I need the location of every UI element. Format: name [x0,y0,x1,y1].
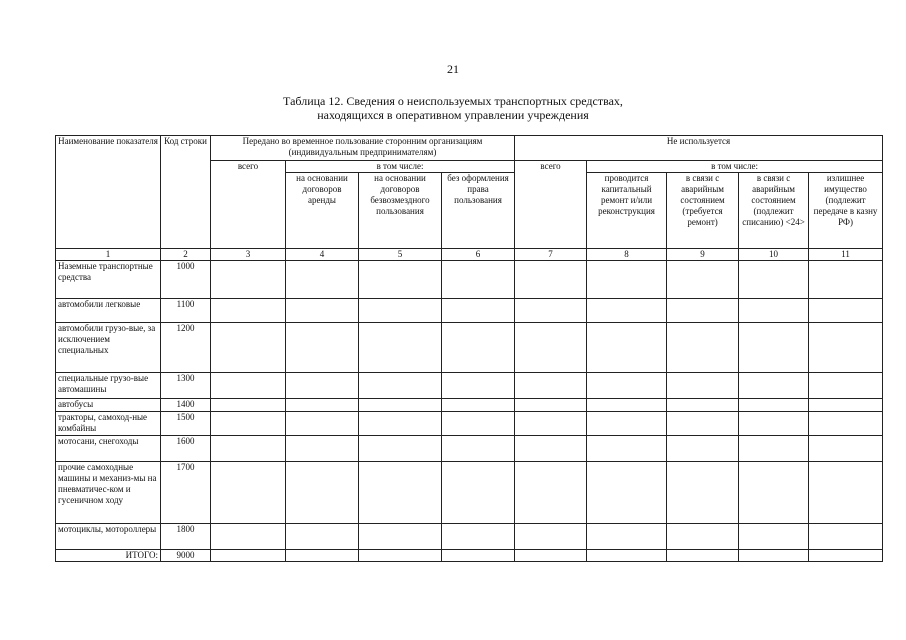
table-cell [667,436,739,462]
row-name: мотосани, снегоходы [56,436,161,462]
table-cell [809,261,883,299]
total-row [56,550,883,562]
table-cell [442,550,515,562]
table-cell [739,299,809,323]
table-cell [809,399,883,412]
table-cell [286,373,359,399]
table-cell [515,323,587,373]
table-cell [667,524,739,550]
table-cell [359,299,442,323]
header-total-not-used: всего [515,161,587,249]
header-free-use: на основании договоров безвозмездного пользования [359,173,442,249]
table-cell [739,412,809,436]
table-cell [442,412,515,436]
table-cell [667,462,739,524]
table-cell [515,399,587,412]
table-cell [739,261,809,299]
table-cell [359,373,442,399]
table-row [56,261,883,299]
total-row-label: ИТОГО: [56,550,161,562]
table-cell [442,373,515,399]
table-cell [515,261,587,299]
table-cell [359,524,442,550]
table-cell [442,436,515,462]
table-cell [809,462,883,524]
column-number: 11 [809,249,883,261]
table-cell [667,399,739,412]
table-cell [211,323,286,373]
row-name: мотоциклы, мотороллеры [56,524,161,550]
column-number: 6 [442,249,515,261]
table-cell [359,261,442,299]
table-cell [809,323,883,373]
table-cell [515,550,587,562]
table-cell [286,550,359,562]
table-row [56,436,883,462]
table-cell [739,524,809,550]
header-row-code: Код строки [161,136,211,249]
table-cell [359,462,442,524]
table-cell [211,550,286,562]
table-cell [515,436,587,462]
table-cell [359,550,442,562]
table-cell [286,399,359,412]
table-cell [587,261,667,299]
table-cell [286,412,359,436]
header-emergency-repair: в связи с аварийным состоянием (требуется ремонт) [667,173,739,249]
table-cell [809,550,883,562]
header-emergency-writeoff: в связи с аварийным состоянием (подлежит списанию) <24> [739,173,809,249]
table-cell [739,373,809,399]
table-cell [286,524,359,550]
row-code: 1100 [161,299,211,323]
table-cell [211,299,286,323]
row-name: автомобили грузо-вые, за исключением специальных [56,323,161,373]
table-cell [515,524,587,550]
table-row [56,299,883,323]
header-not-used: Не используется [515,136,883,161]
table-cell [587,323,667,373]
table-cell [587,462,667,524]
table-row [56,399,883,412]
table-title-line-2: находящихся в оперативном управлении учреждения [317,108,589,122]
table-cell [211,436,286,462]
row-code: 1200 [161,323,211,373]
table-cell [286,261,359,299]
table-title-line-1: Таблица 12. Сведения о неиспользуемых транспортных средствах, [283,94,623,108]
table-row [56,524,883,550]
header-no-rights: без оформления права пользования [442,173,515,249]
row-code: 1800 [161,524,211,550]
table-cell [587,524,667,550]
table-cell [739,550,809,562]
column-number: 5 [359,249,442,261]
table-cell [286,436,359,462]
column-number: 4 [286,249,359,261]
table-cell [809,373,883,399]
row-name: специальные грузо-вые автомашины [56,373,161,399]
table-row [56,323,883,373]
table-cell [809,436,883,462]
row-name: прочие самоходные машины и механиз-мы на пневматичес-ком и гусеничном ходу [56,462,161,524]
table-cell [442,399,515,412]
table-cell [359,323,442,373]
header-indicator-name: Наименование показателя [56,136,161,249]
table-cell [515,373,587,399]
row-code: 1700 [161,462,211,524]
column-number: 7 [515,249,587,261]
table-cell [739,462,809,524]
table-cell [211,373,286,399]
table-cell [442,323,515,373]
table-cell [587,436,667,462]
row-name: автомобили легковые [56,299,161,323]
table-cell [809,524,883,550]
table-cell [667,323,739,373]
row-code: 1000 [161,261,211,299]
table-cell [587,412,667,436]
table-cell [442,261,515,299]
table-cell [211,524,286,550]
table-cell [587,299,667,323]
table-title [0,94,906,122]
column-number: 10 [739,249,809,261]
row-code: 1500 [161,412,211,436]
table-cell [739,399,809,412]
table-cell [739,323,809,373]
table-cell [667,550,739,562]
table-cell [442,524,515,550]
header-repair: проводится капитальный ремонт и/или реконструкция [587,173,667,249]
table-cell [739,436,809,462]
table-cell [211,399,286,412]
table-cell [359,399,442,412]
table-cell [667,299,739,323]
row-name: тракторы, самоход-ные комбайны [56,412,161,436]
header-including-transferred: в том числе: [286,161,515,173]
row-code: 1400 [161,399,211,412]
row-name: автобусы [56,399,161,412]
header-transferred: Передано во временное пользование сторонним организациям (индивидуальным предпринимателям) [211,136,515,161]
table-row [56,373,883,399]
table-cell [587,550,667,562]
table-cell [211,261,286,299]
column-number: 8 [587,249,667,261]
table-cell [442,299,515,323]
row-name: Наземные транспортные средства [56,261,161,299]
column-number: 1 [56,249,161,261]
header-lease: на основании договоров аренды [286,173,359,249]
table-cell [286,299,359,323]
table-cell [667,261,739,299]
table-cell [286,323,359,373]
table-cell [359,436,442,462]
column-number: 2 [161,249,211,261]
table-row [56,412,883,436]
header-surplus: излишнее имущество (подлежит передаче в казну РФ) [809,173,883,249]
column-numbers-row [56,249,883,261]
page-number: 21 [447,62,459,76]
table-cell [809,412,883,436]
table-row [56,462,883,524]
table-cell [286,462,359,524]
table-cell [515,462,587,524]
header-total-transferred: всего [211,161,286,249]
table-cell [359,412,442,436]
table-cell [667,373,739,399]
row-code: 1300 [161,373,211,399]
column-number: 3 [211,249,286,261]
table-cell [587,399,667,412]
header-including-not-used: в том числе: [587,161,883,173]
row-code: 1600 [161,436,211,462]
table-cell [211,462,286,524]
table-cell [809,299,883,323]
table-cell [442,462,515,524]
table-cell [211,412,286,436]
total-row-code: 9000 [161,550,211,562]
table-cell [515,299,587,323]
table-cell [587,373,667,399]
vehicles-table [55,135,883,562]
table-cell [515,412,587,436]
table-cell [667,412,739,436]
column-number: 9 [667,249,739,261]
